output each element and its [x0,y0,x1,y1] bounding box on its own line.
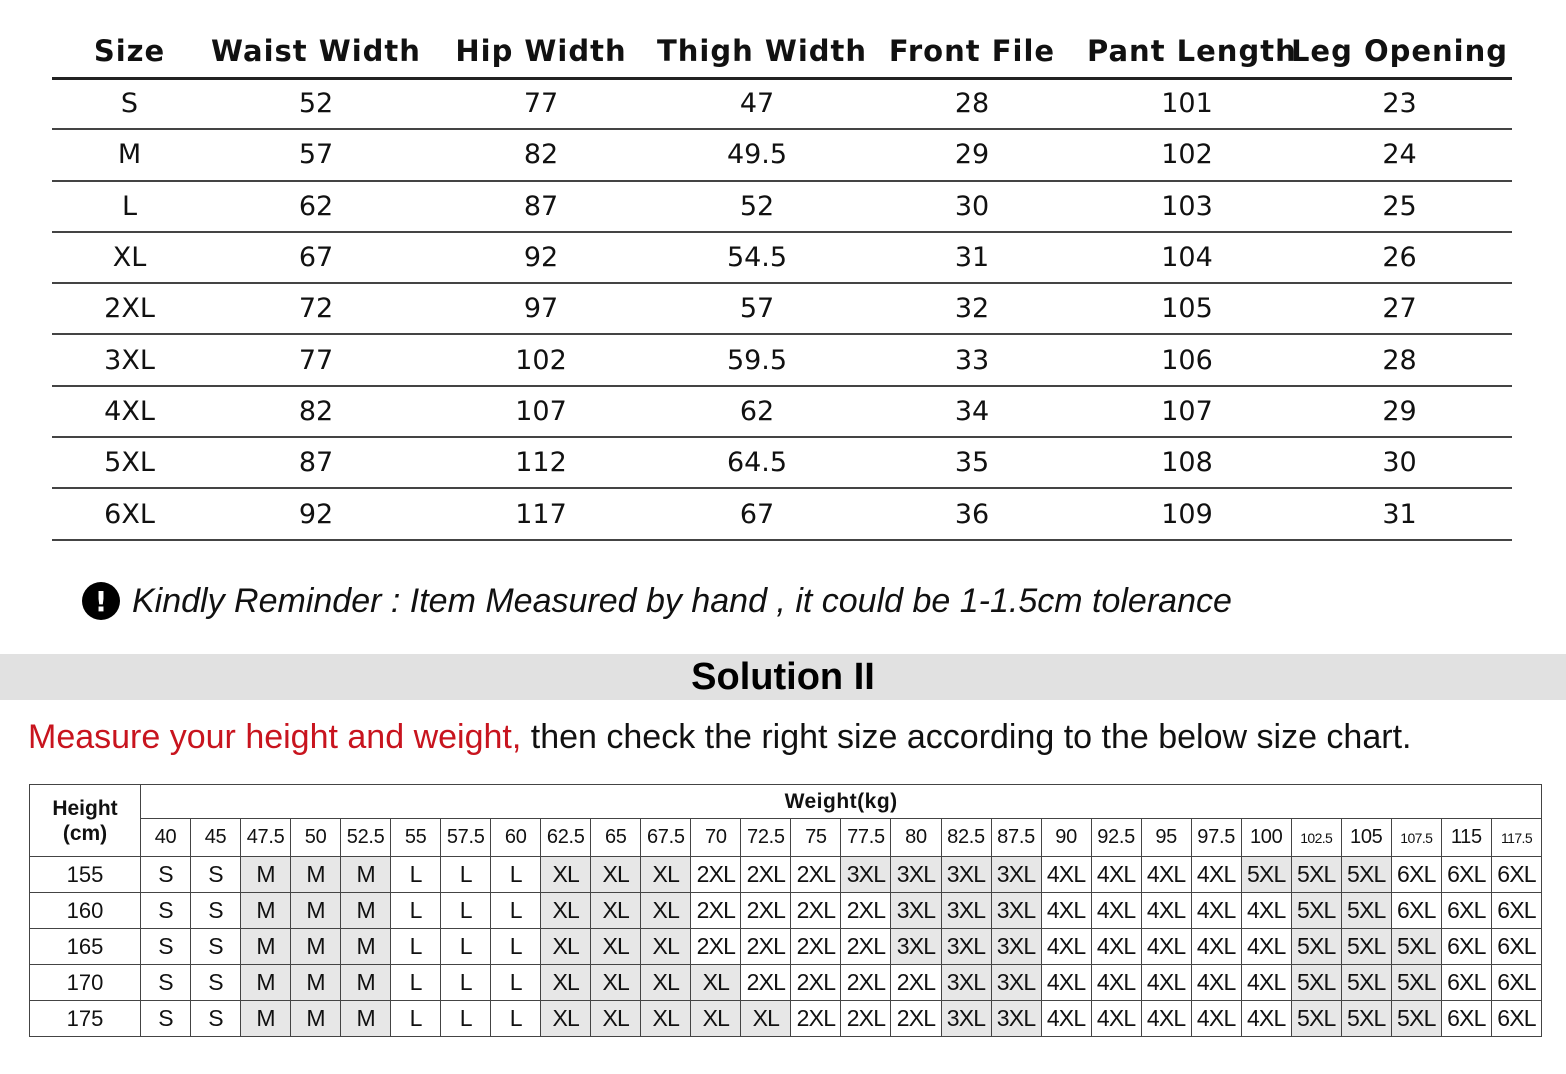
size-cell: 6XL [1441,893,1491,929]
size-cell: M [241,1001,291,1037]
size-cell: 3XL [991,1001,1041,1037]
size-table-cell: 31 [857,232,1087,283]
size-cell: XL [541,965,591,1001]
height-label: Height (cm) [52,796,118,845]
size-table-cell: 104 [1087,232,1287,283]
size-cell: S [141,929,191,965]
size-cell: L [491,857,541,893]
size-cell: L [441,857,491,893]
size-table-column-header: Waist Width [207,22,425,78]
size-table-cell: XL [52,232,207,283]
size-cell: 2XL [741,893,791,929]
height-column-header [30,785,141,857]
size-table-cell: 28 [1287,334,1512,385]
size-cell: 4XL [1041,965,1091,1001]
size-table-cell: 101 [1087,78,1287,129]
size-table-cell: 52 [657,181,857,232]
size-table-column-header: Size [52,22,207,78]
weight-value-cell: 45 [191,819,241,857]
size-cell: 4XL [1041,1001,1091,1037]
size-cell: S [191,1001,241,1037]
size-table-cell: 77 [425,78,657,129]
weight-column-header: Weight(kg) [141,785,1542,819]
size-cell: 3XL [991,965,1041,1001]
weight-value-cell: 117.5 [1491,819,1541,857]
size-cell: 5XL [1291,1001,1341,1037]
size-table-cell: 30 [1287,437,1512,488]
size-cell: 2XL [791,965,841,1001]
size-cell: 2XL [841,893,891,929]
size-table-cell: 102 [1087,129,1287,180]
size-cell: 2XL [891,965,941,1001]
size-cell: 3XL [991,929,1041,965]
size-cell: M [341,857,391,893]
size-cell: 4XL [1141,965,1191,1001]
weight-value-cell: 62.5 [541,819,591,857]
size-cell: 3XL [991,857,1041,893]
size-table-cell: 103 [1087,181,1287,232]
size-table-cell: 27 [1287,283,1512,334]
size-cell: 4XL [1091,893,1141,929]
size-cell: 2XL [841,1001,891,1037]
size-table-cell: 57 [657,283,857,334]
weight-value-cell: 57.5 [441,819,491,857]
weight-value-cell: 95 [1141,819,1191,857]
size-cell: 4XL [1191,965,1241,1001]
size-cell: XL [741,1001,791,1037]
size-table-cell: 29 [857,129,1087,180]
weight-value-cell: 72.5 [741,819,791,857]
size-cell: 4XL [1141,929,1191,965]
size-cell: 5XL [1341,1001,1391,1037]
weight-value-cell: 97.5 [1191,819,1241,857]
size-table-cell: 112 [425,437,657,488]
size-table-cell: 6XL [52,488,207,539]
weight-value-cell: 77.5 [841,819,891,857]
size-cell: S [191,857,241,893]
size-cell: S [141,1001,191,1037]
size-cell: S [141,857,191,893]
size-table-cell: 87 [425,181,657,232]
size-table-cell: 24 [1287,129,1512,180]
height-value-cell: 165 [30,929,141,965]
size-cell: 6XL [1391,857,1441,893]
hw-table-header [30,785,1542,857]
weight-value-cell: 92.5 [1091,819,1141,857]
weight-value-cell: 105 [1341,819,1391,857]
size-cell: XL [641,929,691,965]
size-cell: L [391,929,441,965]
height-weight-size-chart [29,784,1542,1037]
weight-values-row [30,819,1542,857]
size-cell: 4XL [1091,1001,1141,1037]
hw-table-row [30,929,1542,965]
size-cell: XL [691,1001,741,1037]
size-cell: 5XL [1341,857,1391,893]
size-table-column-header: Leg Opening [1287,22,1512,78]
size-cell: 2XL [691,893,741,929]
size-cell: 3XL [991,893,1041,929]
size-cell: 4XL [1191,1001,1241,1037]
solution-banner [0,654,1566,700]
size-cell: L [391,857,441,893]
size-cell: L [441,929,491,965]
size-cell: 4XL [1141,1001,1191,1037]
size-cell: XL [541,893,591,929]
size-cell: 5XL [1391,929,1441,965]
weight-value-cell: 67.5 [641,819,691,857]
size-table-cell: 3XL [52,334,207,385]
size-cell: 6XL [1491,965,1541,1001]
size-table-cell: 2XL [52,283,207,334]
weight-value-cell: 107.5 [1391,819,1441,857]
size-cell: 6XL [1491,1001,1541,1037]
size-cell: S [141,893,191,929]
size-table-cell: 47 [657,78,857,129]
size-cell: 6XL [1491,857,1541,893]
size-cell: 4XL [1091,857,1141,893]
size-cell: 4XL [1041,929,1091,965]
size-cell: 5XL [1291,857,1341,893]
size-table-column-header: Thigh Width [657,22,857,78]
size-cell: 5XL [1341,929,1391,965]
size-table-row [52,78,1512,129]
weight-value-cell: 75 [791,819,841,857]
size-table-cell: 32 [857,283,1087,334]
size-cell: XL [541,857,591,893]
size-cell: 3XL [941,1001,991,1037]
weight-value-cell: 65 [591,819,641,857]
size-table-cell: 59.5 [657,334,857,385]
size-table-cell: 107 [1087,386,1287,437]
size-cell: 5XL [1241,857,1291,893]
hw-table-row [30,893,1542,929]
size-table-cell: 33 [857,334,1087,385]
weight-value-cell: 102.5 [1291,819,1341,857]
size-cell: M [241,965,291,1001]
size-cell: 2XL [741,857,791,893]
height-value-cell: 170 [30,965,141,1001]
size-cell: M [241,929,291,965]
size-table-cell: 34 [857,386,1087,437]
size-table-cell: 82 [207,386,425,437]
size-cell: 3XL [941,857,991,893]
hw-table-row [30,1001,1542,1037]
size-cell: L [391,893,441,929]
size-cell: 3XL [841,857,891,893]
size-cell: L [491,965,541,1001]
exclamation-icon: ! [82,582,120,620]
instruction-rest: then check the right size according to the below size chart. [521,718,1412,756]
size-cell: XL [641,857,691,893]
size-table-cell: 4XL [52,386,207,437]
size-cell: 6XL [1491,893,1541,929]
size-table-cell: 36 [857,488,1087,539]
size-table-row [52,488,1512,539]
size-table-header [52,22,1512,78]
size-cell: XL [591,857,641,893]
size-cell: S [191,929,241,965]
size-table-row [52,129,1512,180]
size-cell: 3XL [941,965,991,1001]
weight-value-cell: 52.5 [341,819,391,857]
size-table-column-header: Pant Length [1087,22,1287,78]
size-table-cell: 64.5 [657,437,857,488]
size-cell: XL [641,965,691,1001]
size-table-cell: 92 [425,232,657,283]
size-cell: M [241,893,291,929]
size-cell: M [291,857,341,893]
size-cell: 5XL [1341,965,1391,1001]
weight-value-cell: 60 [491,819,541,857]
size-table-row [52,334,1512,385]
size-table-cell: 105 [1087,283,1287,334]
size-cell: XL [591,965,641,1001]
size-table-cell: 5XL [52,437,207,488]
size-cell: 4XL [1091,965,1141,1001]
size-table-cell: S [52,78,207,129]
size-cell: S [141,965,191,1001]
size-cell: XL [691,965,741,1001]
size-table-column-header: Front File [857,22,1087,78]
size-table-cell: 25 [1287,181,1512,232]
weight-value-cell: 50 [291,819,341,857]
size-cell: XL [641,893,691,929]
size-cell: XL [591,929,641,965]
size-cell: M [241,857,291,893]
hw-table-row [30,857,1542,893]
size-table-cell: 92 [207,488,425,539]
size-cell: 6XL [1391,893,1441,929]
size-cell: 3XL [891,857,941,893]
weight-value-cell: 90 [1041,819,1091,857]
size-cell: 2XL [791,893,841,929]
size-cell: 5XL [1391,965,1441,1001]
size-cell: 4XL [1191,893,1241,929]
size-cell: 4XL [1241,929,1291,965]
size-cell: 4XL [1141,857,1191,893]
hw-table-row [30,965,1542,1001]
hw-table-body [30,857,1542,1037]
size-cell: 6XL [1441,1001,1491,1037]
size-cell: 3XL [891,929,941,965]
size-table-cell: 67 [657,488,857,539]
size-table-body [52,78,1512,540]
size-cell: M [291,1001,341,1037]
size-cell: XL [591,1001,641,1037]
size-table-cell: 35 [857,437,1087,488]
size-cell: 4XL [1191,857,1241,893]
weight-value-cell: 40 [141,819,191,857]
height-value-cell: 160 [30,893,141,929]
size-cell: L [491,1001,541,1037]
size-cell: S [191,965,241,1001]
size-cell: 4XL [1241,1001,1291,1037]
size-cell: 3XL [891,893,941,929]
size-cell: 4XL [1091,929,1141,965]
size-cell: 6XL [1491,929,1541,965]
size-table-cell: 62 [657,386,857,437]
size-cell: 2XL [741,929,791,965]
tolerance-reminder [82,578,1232,624]
size-cell: 2XL [841,965,891,1001]
size-table-column-header: Hip Width [425,22,657,78]
size-table-cell: 54.5 [657,232,857,283]
weight-value-cell: 47.5 [241,819,291,857]
size-cell: XL [641,1001,691,1037]
size-cell: L [391,1001,441,1037]
size-cell: 4XL [1241,965,1291,1001]
solution-title: Solution II [691,655,875,698]
size-cell: L [491,893,541,929]
size-cell: 2XL [791,929,841,965]
size-table-cell: 102 [425,334,657,385]
size-table-row [52,283,1512,334]
weight-value-cell: 55 [391,819,441,857]
weight-value-cell: 70 [691,819,741,857]
size-table-cell: 72 [207,283,425,334]
size-cell: L [491,929,541,965]
size-cell: XL [591,893,641,929]
size-cell: 5XL [1341,893,1391,929]
size-cell: 3XL [941,893,991,929]
size-cell: L [441,893,491,929]
weight-value-cell: 80 [891,819,941,857]
size-table-cell: 29 [1287,386,1512,437]
size-table-cell: 77 [207,334,425,385]
size-cell: 3XL [941,929,991,965]
size-cell: 4XL [1241,893,1291,929]
size-table-cell: 49.5 [657,129,857,180]
size-measurement-table [52,22,1512,541]
size-table-cell: 108 [1087,437,1287,488]
size-cell: M [341,929,391,965]
size-cell: 5XL [1291,929,1341,965]
size-table-cell: 107 [425,386,657,437]
size-table-row [52,232,1512,283]
size-cell: 2XL [691,857,741,893]
size-table-cell: 62 [207,181,425,232]
size-cell: 4XL [1141,893,1191,929]
size-cell: 2XL [741,965,791,1001]
size-cell: 5XL [1291,893,1341,929]
size-table-cell: 31 [1287,488,1512,539]
size-cell: 2XL [841,929,891,965]
size-cell: M [291,965,341,1001]
size-cell: M [341,1001,391,1037]
size-table-cell: 28 [857,78,1087,129]
size-cell: 5XL [1291,965,1341,1001]
size-cell: 2XL [791,857,841,893]
size-cell: 2XL [891,1001,941,1037]
size-cell: 6XL [1441,929,1491,965]
size-table-cell: 87 [207,437,425,488]
size-cell: M [291,893,341,929]
size-table-cell: 106 [1087,334,1287,385]
size-table-cell: 109 [1087,488,1287,539]
size-cell: 5XL [1391,1001,1441,1037]
size-cell: M [291,929,341,965]
size-cell: 4XL [1041,893,1091,929]
reminder-text: Kindly Reminder : Item Measured by hand , it could be 1-1.5cm tolerance [132,581,1232,620]
size-table-cell: L [52,181,207,232]
size-cell: 6XL [1441,965,1491,1001]
size-cell: 2XL [691,929,741,965]
size-table-row [52,386,1512,437]
weight-value-cell: 100 [1241,819,1291,857]
size-cell: L [441,965,491,1001]
size-table-cell: 30 [857,181,1087,232]
size-table-cell: 52 [207,78,425,129]
size-cell: 4XL [1191,929,1241,965]
size-cell: XL [541,929,591,965]
size-cell: 6XL [1441,857,1491,893]
size-table-cell: 97 [425,283,657,334]
size-table-cell: 67 [207,232,425,283]
size-table-cell: 26 [1287,232,1512,283]
height-value-cell: 175 [30,1001,141,1037]
instruction-line [28,718,1411,757]
size-table-row [52,437,1512,488]
weight-value-cell: 115 [1441,819,1491,857]
size-table-cell: 117 [425,488,657,539]
weight-value-cell: 82.5 [941,819,991,857]
instruction-highlight: Measure your height and weight, [28,718,522,756]
height-value-cell: 155 [30,857,141,893]
size-table-cell: 82 [425,129,657,180]
size-cell: 4XL [1041,857,1091,893]
size-cell: S [191,893,241,929]
weight-value-cell: 87.5 [991,819,1041,857]
size-table-cell: 57 [207,129,425,180]
size-cell: M [341,893,391,929]
size-table-cell: 23 [1287,78,1512,129]
size-table-cell: M [52,129,207,180]
size-cell: XL [541,1001,591,1037]
size-cell: 2XL [791,1001,841,1037]
size-cell: M [341,965,391,1001]
size-cell: L [391,965,441,1001]
size-cell: L [441,1001,491,1037]
size-table-row [52,181,1512,232]
